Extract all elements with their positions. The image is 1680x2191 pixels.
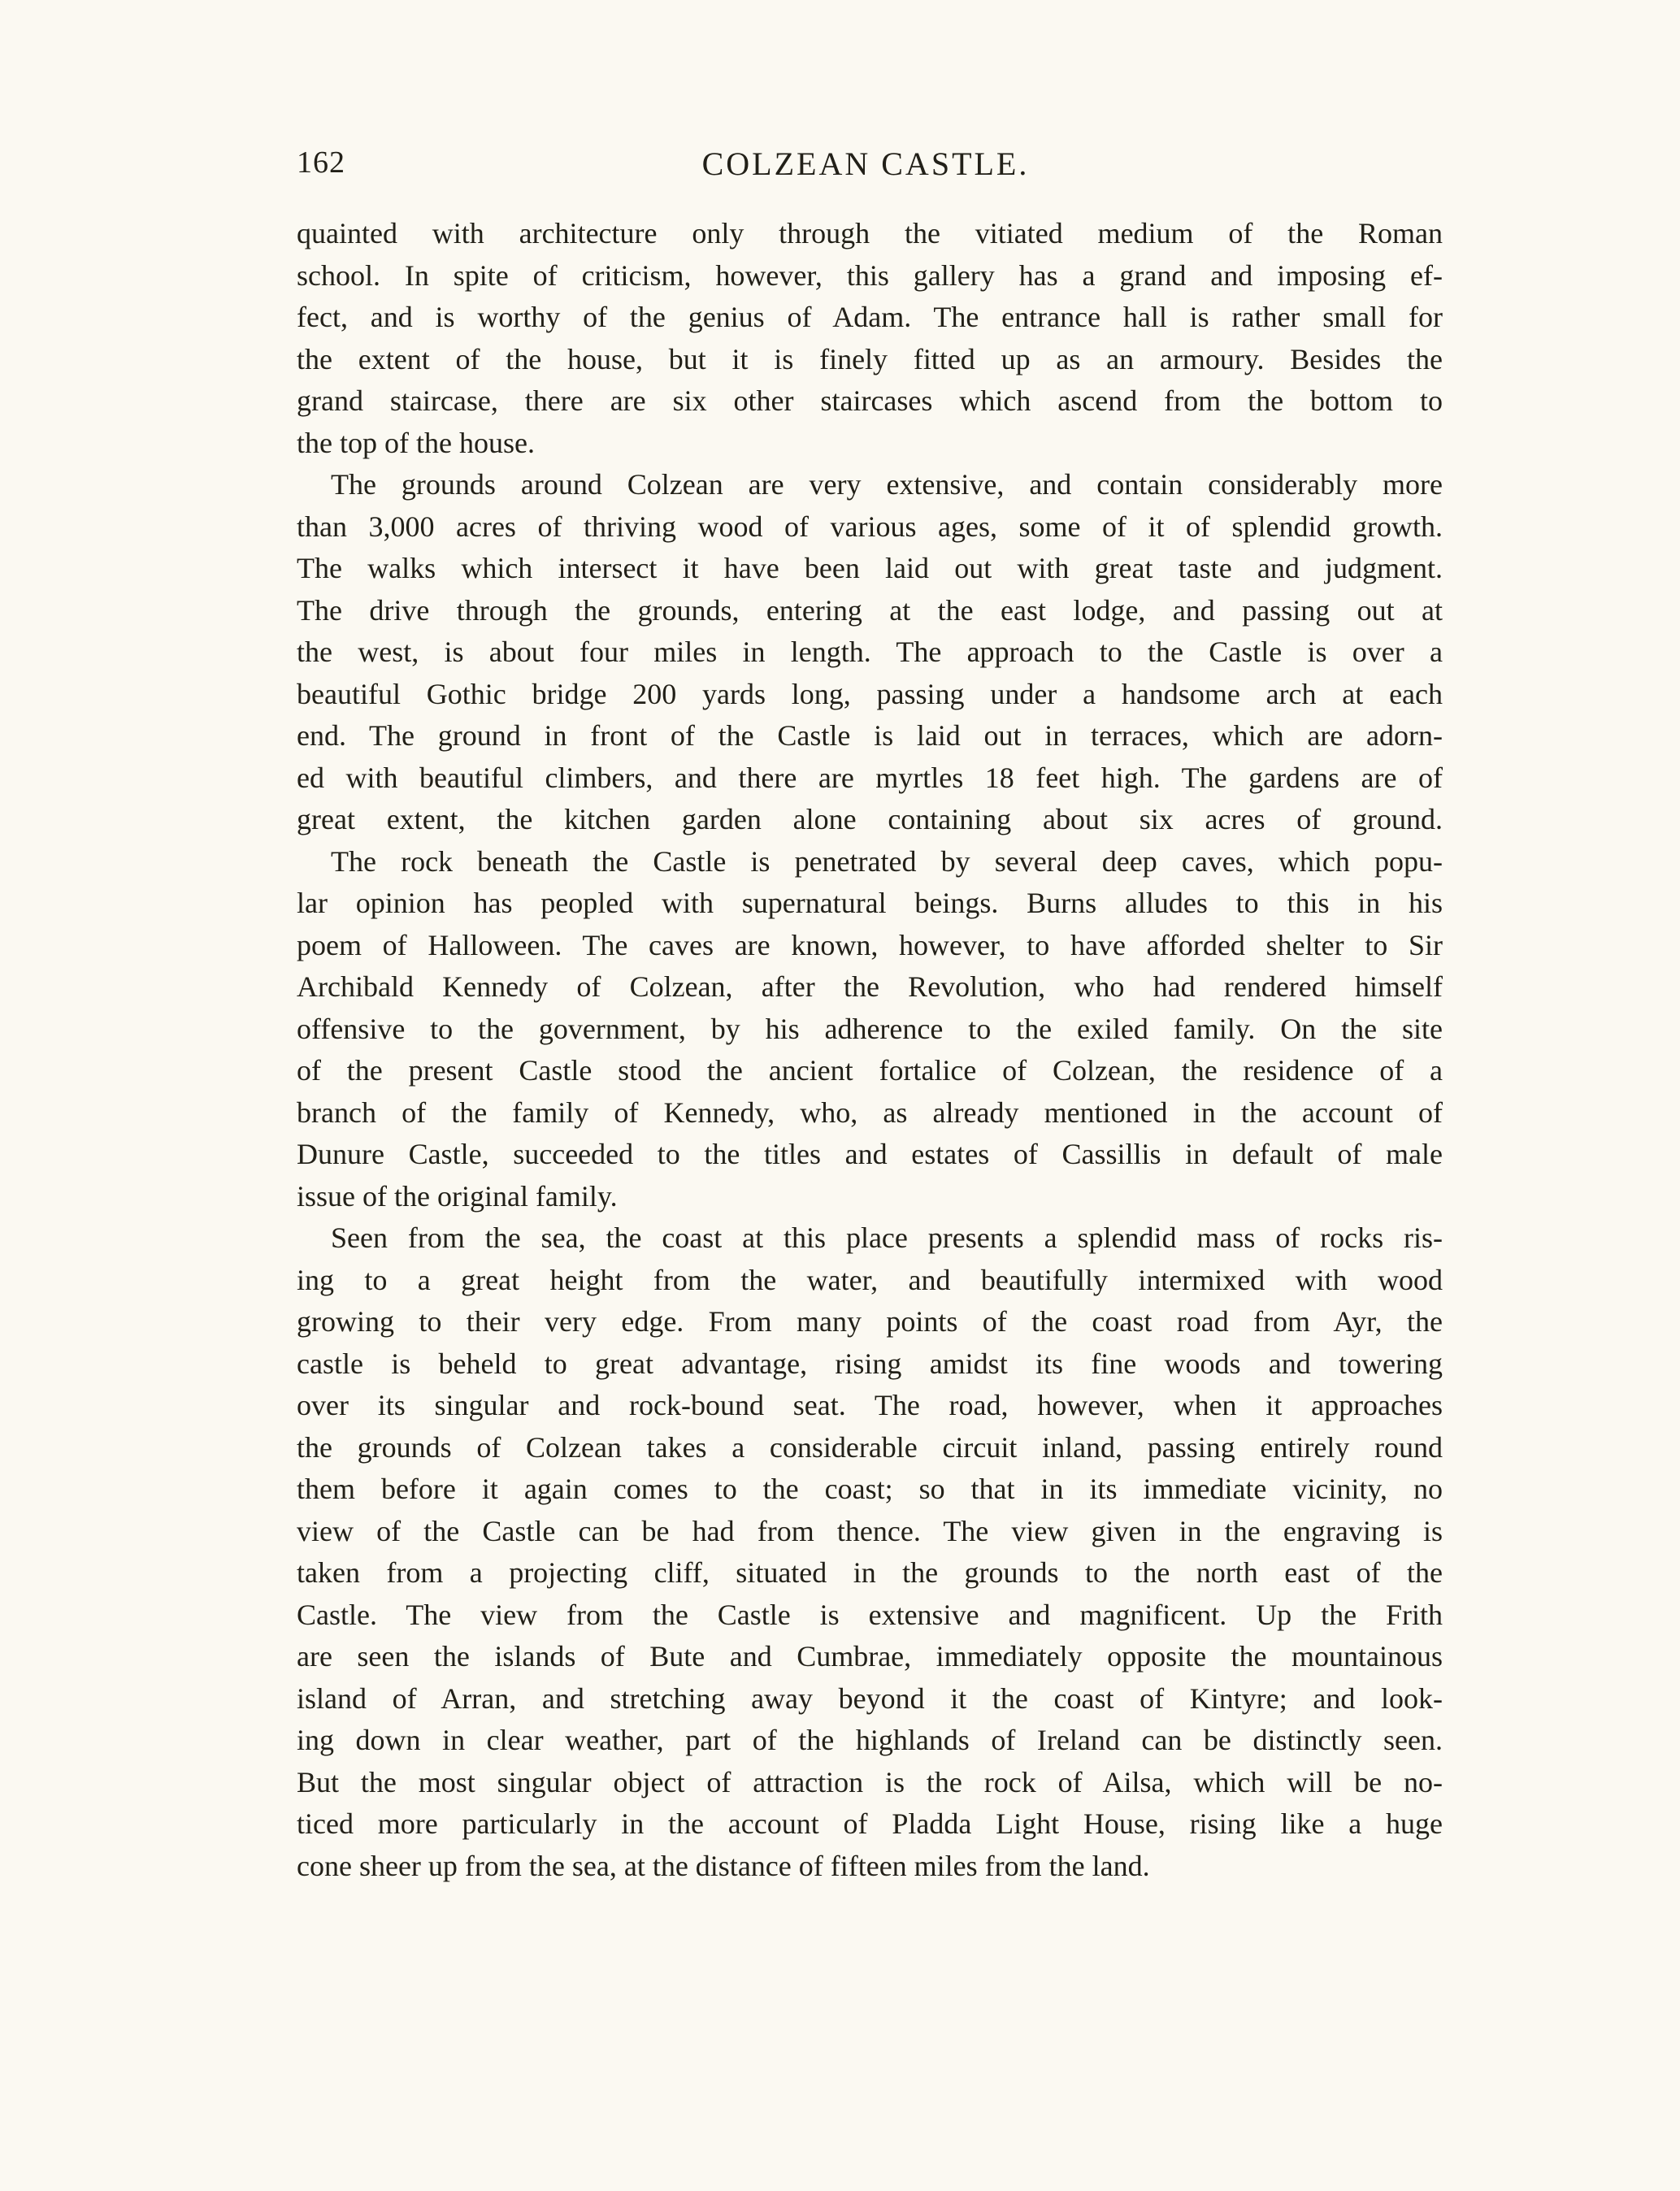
text-line: the extent of the house, but it is finely fitted up as an armoury. Besides the	[297, 342, 1443, 375]
text-line: view of the Castle can be had from thence. The view given in the engraving is	[297, 1514, 1443, 1547]
text-line: issue of the original family.	[297, 1179, 618, 1213]
text-line: Castle. The view from the Castle is extensive and magnificent. Up the Frith	[297, 1598, 1443, 1631]
text-line: taken from a projecting cliff, situated in the grounds to the north east of the	[297, 1556, 1443, 1589]
text-line: beautiful Gothic bridge 200 yards long, passing under a handsome arch at each	[297, 677, 1443, 710]
text-line: But the most singular object of attraction is the rock of Ailsa, which will be no-	[297, 1765, 1443, 1798]
text-line: ticed more particularly in the account of Pladda Light House, rising like a huge	[297, 1807, 1443, 1840]
text-line: them before it again comes to the coast; so that in its immediate vicinity, no	[297, 1473, 1443, 1505]
text-line: grand staircase, there are six other staircases which ascend from the bottom to	[297, 384, 1443, 417]
paragraph-first-line: The grounds around Colzean are very extensive, and contain considerably more	[331, 468, 1443, 501]
text-line: offensive to the government, by his adherence to the exiled family. On the site	[297, 1012, 1443, 1045]
text-line: cone sheer up from the sea, at the distance of fifteen miles from the land.	[297, 1849, 1150, 1882]
text-line: ing down in clear weather, part of the highlands of Ireland can be distinctly seen.	[297, 1724, 1443, 1756]
text-line: quainted with architecture only through the vitiated medium of the Roman	[297, 217, 1443, 249]
text-line: the top of the house.	[297, 426, 535, 459]
text-line: great extent, the kitchen garden alone containing about six acres of ground.	[297, 803, 1443, 835]
text-line: Dunure Castle, succeeded to the titles and estates of Cassillis in default of male	[297, 1138, 1443, 1170]
text-line: ing to a great height from the water, and beautifully intermixed with wood	[297, 1263, 1443, 1296]
text-line: school. In spite of criticism, however, this gallery has a grand and imposing ef-	[297, 258, 1443, 292]
text-line: the west, is about four miles in length. The approach to the Castle is over a	[297, 636, 1443, 668]
text-line: end. The ground in front of the Castle is laid out in terraces, which are adorn-	[297, 719, 1443, 752]
text-line: growing to their very edge. From many points of the coast road from Ayr, the	[297, 1305, 1443, 1338]
text-line: The drive through the grounds, entering at the east lodge, and passing out at	[297, 593, 1443, 627]
page-header	[297, 145, 1435, 193]
text-line: island of Arran, and stretching away beyond it the coast of Kintyre; and look-	[297, 1681, 1443, 1715]
text-line: than 3,000 acres of thriving wood of various ages, some of it of splendid growth.	[297, 510, 1443, 543]
running-title: COLZEAN CASTLE.	[701, 145, 1030, 182]
text-line: over its singular and rock-bound seat. The road, however, when it approaches	[297, 1389, 1443, 1421]
text-line: the grounds of Colzean takes a considerable circuit inland, passing entirely round	[297, 1430, 1443, 1464]
paragraph-first-line: The rock beneath the Castle is penetrated by several deep caves, which popu-	[331, 844, 1443, 878]
text-line: Archibald Kennedy of Colzean, after the Revolution, who had rendered himself	[297, 970, 1443, 1003]
body-text	[297, 213, 1443, 1887]
text-line: branch of the family of Kennedy, who, as already mentioned in the account of	[297, 1096, 1443, 1129]
text-line: fect, and is worthy of the genius of Adam. The entrance hall is rather small for	[297, 301, 1443, 333]
text-line: lar opinion has peopled with supernatural beings. Burns alludes to this in his	[297, 887, 1443, 919]
text-line: of the present Castle stood the ancient fortalice of Colzean, the residence of a	[297, 1054, 1443, 1087]
text-line: castle is beheld to great advantage, rising amidst its fine woods and towering	[297, 1347, 1443, 1380]
text-line: ed with beautiful climbers, and there are myrtles 18 feet high. The gardens are of	[297, 761, 1443, 794]
page-number: 162	[297, 145, 345, 180]
text-line: The walks which intersect it have been laid out with great taste and judgment.	[297, 552, 1443, 584]
text-line: are seen the islands of Bute and Cumbrae, immediately opposite the mountainous	[297, 1640, 1443, 1673]
paragraph-first-line: Seen from the sea, the coast at this place presents a splendid mass of rocks ris-	[331, 1221, 1443, 1254]
text-line: poem of Halloween. The caves are known, however, to have afforded shelter to Sir	[297, 928, 1443, 961]
